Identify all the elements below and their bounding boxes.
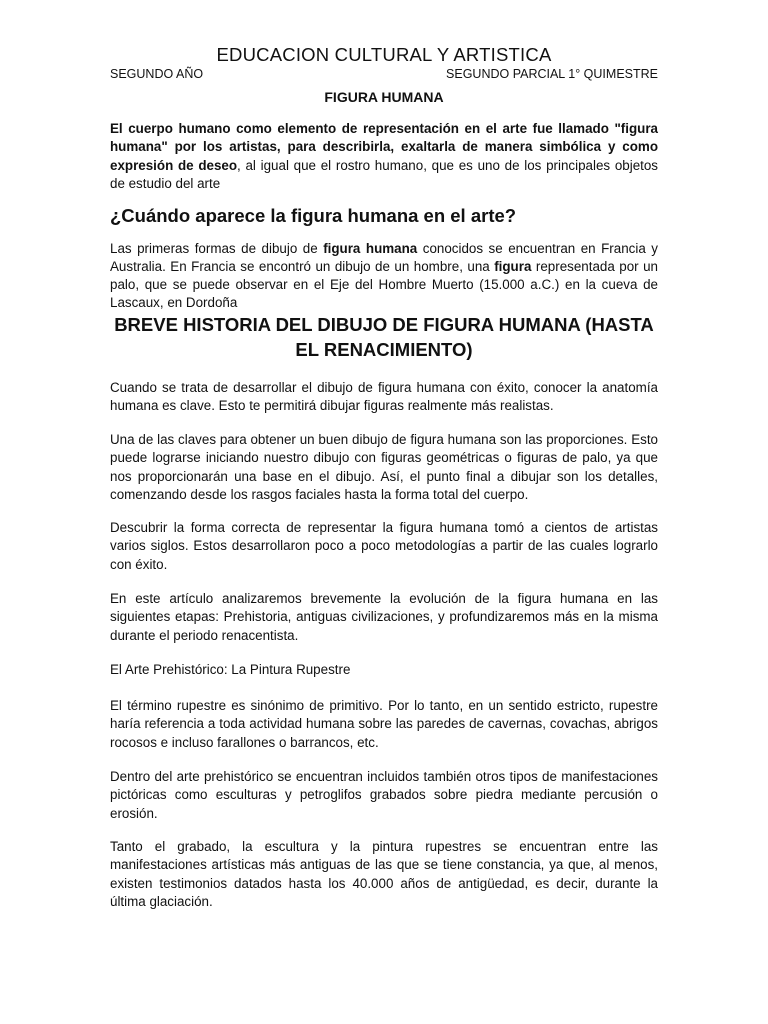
- body-paragraph: El término rupestre es sinónimo de primitivo. Por lo tanto, en un sentido estricto, rupestre haría referencia a toda actividad humana sobre las paredes de cavernas, covachas, abrigos rocosos e incluso farallones o barrancos, etc.: [110, 698, 658, 750]
- body-paragraph: Una de las claves para obtener un buen dibujo de figura humana son las proporciones. Esto puede lograrse iniciando nuestro dibujo con figuras geométricas o figuras de palo, ya que nos proporcionarán una base en el dibujo. Así, el punto final a dibujar son los detalles, comenzando desde los rasgos faciales hasta la forma total del cuerpo.: [110, 432, 658, 503]
- question-paragraph: [110, 240, 658, 312]
- body-paragraph: Dentro del arte prehistórico se encuentran incluidos también otros tipos de manifestaciones pictóricas como esculturas y petroglifos grabados sobre piedra mediante percusión o erosión.: [110, 769, 658, 821]
- question-bold-1: figura humana: [323, 241, 418, 256]
- body-paragraph: Tanto el grabado, la escultura y la pintura rupestres se encuentran entre las manifestaciones artísticas más antiguas de las que se tiene constancia, ya que, al menos, existen testimonios datados hasta los 40.000 años de antigüedad, es decir, durante la última glaciación.: [110, 839, 658, 910]
- grade-label: SEGUNDO AÑO: [110, 67, 204, 81]
- question-text-2: conocidos se encuentran en Francia y Australia. En Francia se encontró un dibujo de un hombre, una: [110, 241, 658, 274]
- body-paragraph: Cuando se trata de desarrollar el dibujo de figura humana con éxito, conocer la anatomía humana es clave. Esto te permitirá dibujar figuras realmente más realistas.: [110, 380, 658, 414]
- question-bold-2: figura: [494, 259, 532, 274]
- intro-bold-text: El cuerpo humano como elemento de representación en el arte fue llamado "figura humana" por los artistas, para describirla, exaltarla de manera simbólica y como expresión de deseo: [110, 121, 658, 173]
- section-title: FIGURA HUMANA: [324, 89, 444, 105]
- question-text-3: representada por un palo, que se puede observar en el Eje del Hombre Muerto (15.000 a.C.) en la cueva de Lascaux, en Dordoña: [110, 259, 658, 310]
- history-heading: BREVE HISTORIA DEL DIBUJO DE FIGURA HUMANA (HASTA EL RENACIMIENTO): [114, 314, 654, 360]
- question-heading: ¿Cuándo aparece la figura humana en el arte?: [110, 205, 517, 226]
- question-text-1: Las primeras formas de dibujo de: [110, 241, 324, 256]
- intro-paragraph: [110, 120, 658, 194]
- document-title: EDUCACION CULTURAL Y ARTISTICA: [216, 44, 552, 65]
- term-label: SEGUNDO PARCIAL 1° QUIMESTRE: [446, 67, 658, 81]
- subsection-title: El Arte Prehistórico: La Pintura Rupestre: [110, 662, 351, 677]
- document-subheader: [110, 67, 658, 81]
- body-paragraph: Descubrir la forma correcta de representar la figura humana tomó a cientos de artistas varios siglos. Estos desarrollaron poco a poco metodologías a partir de las cuales lograrlo con éxito.: [110, 520, 658, 572]
- body-paragraph: En este artículo analizaremos brevemente la evolución de la figura humana en las siguientes etapas: Prehistoria, antiguas civilizaciones, y profundizaremos más en la misma durante el periodo renacentista.: [110, 591, 658, 643]
- intro-rest-text: , al igual que el rostro humano, que es uno de los principales objetos de estudio del arte: [110, 157, 659, 192]
